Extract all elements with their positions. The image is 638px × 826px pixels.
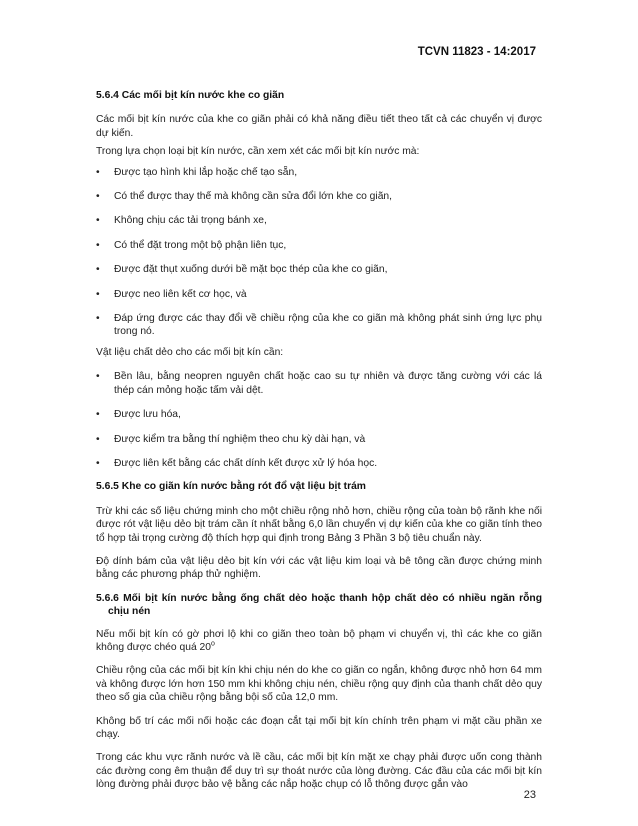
list-item: • Được liên kết bằng các chất dính kết được xử lý hóa học. [96, 457, 542, 470]
section-5-6-6-para-4: Trong các khu vực rãnh nước và lề cầu, các mối bịt kín mặt xe chạy phải được uốn cong thành các đường cong êm thuận để duy trì sự thoát nước của lòng đường. Các đầu của các mối bịt kín lòng đường phải được bảo vệ bằng các nắp hoặc chụp có lỗ thông được gắn vào [96, 752, 542, 791]
material-lead: Vật liệu chất dẻo cho các mối bịt kín cần: [96, 346, 284, 358]
list-item: • Được đặt thụt xuống dưới bề mặt bọc thép của khe co giãn, [96, 263, 542, 276]
list-item: • Được kiểm tra bằng thí nghiệm theo chu kỳ dài hạn, và [96, 433, 542, 446]
section-5-6-5-heading: 5.6.5 Khe co giãn kín nước bằng rót đổ vật liệu bịt trám [96, 481, 366, 493]
section-5-6-5-para-1: Trừ khi các số liệu chứng minh cho một chiều rộng nhỏ hơn, chiều rộng của toàn bộ rãnh khe nối được rót vật liệu dẻo bịt trám cần ít nhất bằng 6,0 lần chuyển vị dự kiến của khe co giãn tính theo tổ hợp tải trọng cường độ thích hợp qui định trong Bảng 3 Phần 3 bộ tiêu chuẩn này. [96, 505, 542, 544]
section-5-6-6-para-1 [96, 628, 542, 655]
list-item: • Có thể đặt trong một bộ phận liên tục, [96, 239, 542, 252]
list-item: • Được lưu hóa, [96, 408, 542, 421]
page-body [96, 89, 542, 792]
section-5-6-6-heading: 5.6.6 Mối bịt kín nước bằng ống chất dẻo hoặc thanh hộp chất dẻo có nhiều ngăn rỗng chịu nén [96, 592, 542, 618]
standard-code-header: TCVN 11823 - 14:2017 [417, 46, 536, 58]
list-item: • Có thể được thay thế mà không cần sửa đổi lớn khe co giãn, [96, 190, 542, 203]
section-5-6-6-para-3: Không bố trí các mối nối hoặc các đoạn cắt tại mối bịt kín chính trên phạm vi mặt cầu phần xe chạy. [96, 715, 542, 740]
list-item: • Được tạo hình khi lắp hoặc chế tạo sẵn, [96, 166, 542, 179]
section-5-6-6-para-1-text: Nếu mối bịt kín có gờ phơi lộ khi co giãn theo toàn bộ phạm vi chuyển vị, thì các khe co giãn không được chéo quá 20 [96, 628, 542, 653]
section-5-6-5-para-2: Độ dính bám của vật liệu dẻo bịt kín với các vật liệu kim loại và bê tông cần được chứng minh bằng các phương pháp thử nghiệm. [96, 555, 542, 581]
list-item: • Đáp ứng được các thay đổi về chiều rộng của khe co giãn mà không phát sinh ứng lực phụ trong nó. [96, 312, 542, 339]
section-5-6-4-heading: 5.6.4 Các mối bịt kín nước khe co giãn [96, 90, 285, 101]
page-number: 23 [523, 789, 536, 801]
section-5-6-6-para-2: Chiều rộng của các mối bịt kín khi chịu nén do khe co giãn co ngắn, không được nhỏ hơn 64 mm và không được lớn hơn 150 mm khi không chịu nén, chiều rộng quy định của thanh chất dẻo quy theo số gia của chiều rộng bằng bội số của 12,0 mm. [96, 665, 542, 704]
degree-superscript: o [210, 640, 215, 648]
seal-selection-criteria-list [96, 166, 542, 339]
list-item: • Bền lâu, bằng neopren nguyên chất hoặc cao su tự nhiên và được tăng cường với các lá thép cán mỏng hoặc tấm vải dệt. [96, 370, 542, 397]
list-item: • Được neo liên kết cơ học, và [96, 288, 542, 301]
section-5-6-4-intro: Các mối bịt kín nước của khe co giãn phải có khả năng điều tiết theo tất cả các chuyển vị được dự kiến. [96, 114, 542, 139]
section-5-6-4-lead: Trong lựa chọn loại bịt kín nước, cần xem xét các mối bịt kín nước mà: [96, 146, 420, 158]
material-requirements-list [96, 370, 542, 470]
list-item: • Không chịu các tải trọng bánh xe, [96, 214, 542, 227]
